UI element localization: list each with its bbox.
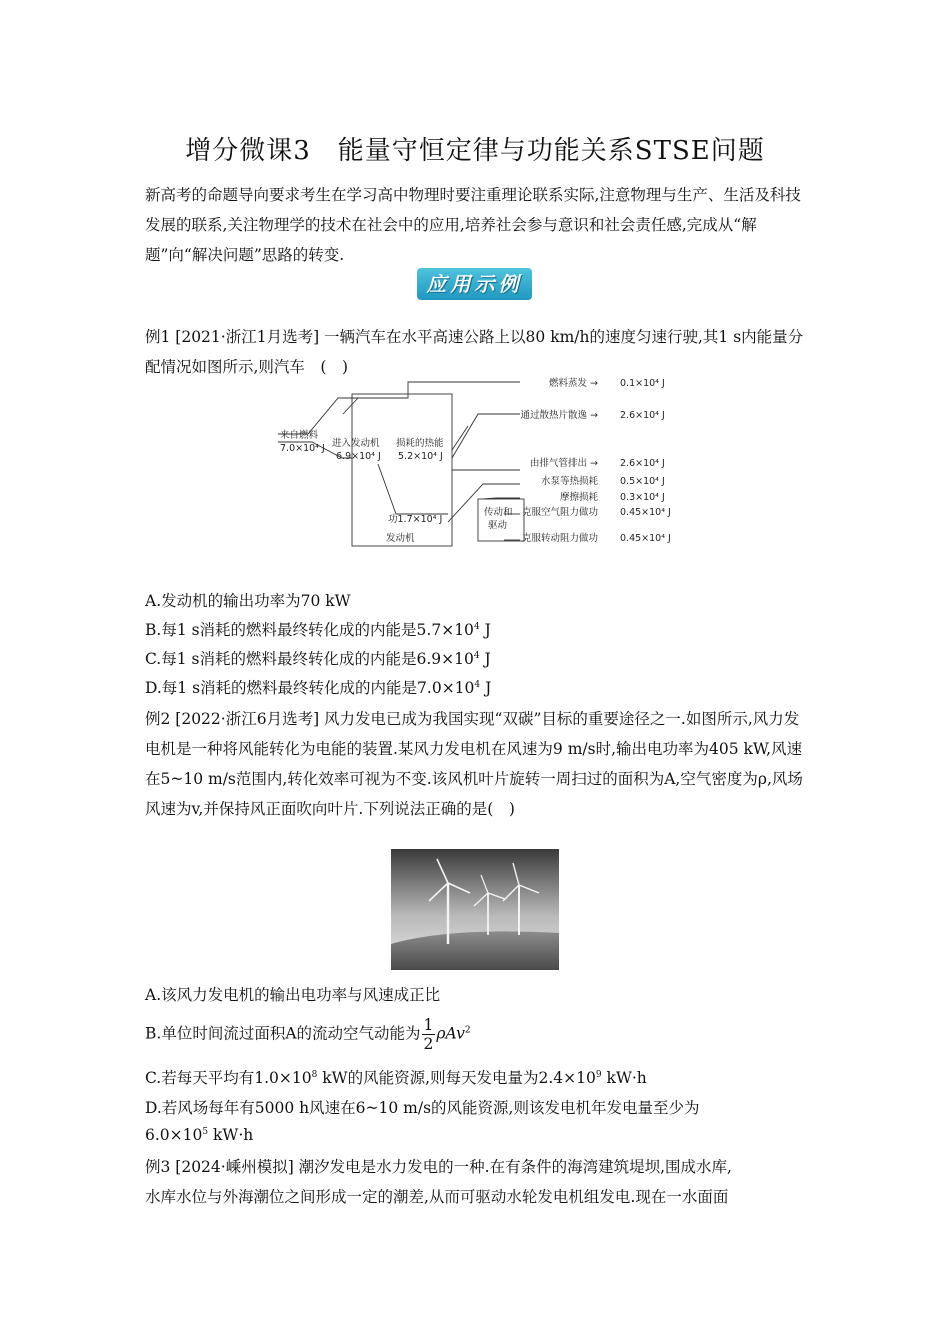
- output-value-3: 0.5×10⁴ J: [620, 476, 665, 487]
- example-2-option-d-line-2: [145, 1126, 253, 1144]
- output-label-5: 克服空气阻力做功: [521, 507, 598, 518]
- option-b-text-2: B.单位时间流过面积A的流动空气动能为: [145, 1024, 421, 1043]
- output-label-1: 通过散热片散逸 →: [520, 410, 598, 421]
- output-label-6: 克服转动阻力做功: [521, 533, 598, 544]
- example-1-option-a: A.发动机的输出功率为70 kW: [145, 592, 351, 610]
- option-c-text: C.每1 s消耗的燃料最终转化成的内能是6.9×10: [145, 650, 474, 668]
- output-label-0: 燃料蒸发 →: [549, 378, 598, 389]
- option-b-formula: ρAv: [436, 1024, 465, 1043]
- diagram-work-label: 功1.7×10⁴ J: [388, 514, 443, 525]
- diagram-source-label: 来自燃料: [280, 430, 319, 441]
- output-value-1: 2.6×10⁴ J: [620, 410, 665, 421]
- option-d-value: 6.0×10: [145, 1126, 203, 1144]
- diagram-engine-in-value: 6.9×10⁴ J: [336, 451, 381, 462]
- output-value-4: 0.3×10⁴ J: [620, 492, 665, 503]
- option-d-text: D.每1 s消耗的燃料最终转化成的内能是7.0×10: [145, 679, 475, 697]
- output-value-5: 0.45×10⁴ J: [620, 507, 671, 518]
- diagram-engine-in-label: 进入发动机: [332, 438, 380, 449]
- diagram-drive-label-2: 驱动: [488, 520, 508, 531]
- example-1-option-c: [145, 647, 491, 669]
- option-c-text-2: C.若每天平均有1.0×10: [145, 1069, 312, 1087]
- fraction-denominator: 2: [423, 1035, 434, 1053]
- option-d-unit-2: kW·h: [208, 1126, 254, 1144]
- example-2-option-a: A.该风力发电机的输出电功率与风速成正比: [145, 986, 441, 1004]
- output-value-6: 0.45×10⁴ J: [620, 533, 671, 544]
- option-c-unit: J: [479, 650, 491, 668]
- section-banner: [417, 268, 532, 300]
- flow-line-radiator: [452, 414, 520, 458]
- example-1-option-b: [145, 618, 491, 640]
- output-value-0: 0.1×10⁴ J: [620, 378, 665, 389]
- option-d-exponent-2: 5: [202, 1126, 209, 1137]
- energy-flow-diagram: [278, 374, 678, 564]
- option-b-exponent: 4: [473, 621, 480, 632]
- option-c-exponent-1: 8: [311, 1069, 318, 1080]
- diagram-engine-label: 发动机: [386, 533, 415, 544]
- option-b-text: B.每1 s消耗的燃料最终转化成的内能是5.7×10: [145, 621, 474, 639]
- option-d-unit: J: [480, 679, 492, 697]
- evap-branch-line: [343, 398, 358, 414]
- example-1-stem: 例1 [2021·浙江1月选考] 一辆汽车在水平高速公路上以80 km/h的速度匀速行驶,其1 s内能量分配情况如图所示,则汽车 ( ): [145, 328, 804, 376]
- option-b-unit: J: [479, 621, 491, 639]
- diagram-drive-label-1: 传动和: [484, 507, 513, 518]
- example-2-option-d-line-1: D.若风场每年有5000 h风速在6~10 m/s的风能资源,则该发电机年发电量至少为: [145, 1099, 700, 1117]
- example-2-option-b: [145, 1016, 471, 1053]
- option-c-exponent-2: 9: [595, 1069, 602, 1080]
- example-1-option-d: [145, 676, 491, 698]
- option-c-middle: kW的风能资源,则每天发电量为2.4×10: [317, 1069, 596, 1087]
- option-c-exponent: 4: [473, 650, 480, 661]
- diagram-heat-loss-value: 5.2×10⁴ J: [398, 451, 443, 462]
- option-d-exponent: 4: [474, 679, 481, 690]
- flow-line-heat: [452, 426, 468, 450]
- page-title: 增分微课3 能量守恒定律与功能关系STSE问题: [185, 136, 765, 166]
- output-label-4: 摩擦损耗: [559, 492, 598, 503]
- output-label-3: 水泵等热损耗: [540, 476, 598, 487]
- example-2-stem: 例2 [2022·浙江6月选考] 风力发电已成为我国实现“双碳”目标的重要途径之一.如图所示,风力发电机是一种将风能转化为电能的装置.某风力发电机在风速为9 m/s时,输出电功率为405 kW,风速在5~10 m/s范围内,转化效率可视为不变.该风机叶片旋转一周扫过的面积为A,空气密度为ρ,风场风速为v,并保持风正面吹向叶片.下列说法正确的是( ): [145, 710, 803, 818]
- flow-line-fuel-evap: [278, 382, 520, 434]
- diagram-source-value: 7.0×10⁴ J: [280, 443, 325, 454]
- example-2-option-c: [145, 1066, 647, 1088]
- output-label-2: 由排气管排出 →: [530, 458, 598, 469]
- output-value-2: 2.6×10⁴ J: [620, 458, 665, 469]
- example-3-line-1: 例3 [2024·嵊州模拟] 潮汐发电是水力发电的一种.在有条件的海湾建筑堤坝,围成水库,: [145, 1158, 732, 1176]
- fraction-one-half: [422, 1016, 436, 1053]
- banner-label: 应用示例: [426, 272, 523, 296]
- option-c-unit-2: kW·h: [601, 1069, 647, 1087]
- option-b-formula-exponent: 2: [464, 1025, 471, 1036]
- diagram-heat-loss-label: 损耗的热能: [396, 438, 444, 449]
- fraction-numerator: 1: [423, 1016, 434, 1034]
- wind-turbine-photo: [391, 849, 559, 970]
- example-3-line-2: 水库水位与外海潮位之间形成一定的潮差,从而可驱动水轮发电机组发电.现在一水面面: [145, 1188, 729, 1206]
- intro-paragraph: 新高考的命题导向要求考生在学习高中物理时要注重理论联系实际,注意物理与生产、生活及科技发展的联系,关注物理学的技术在社会中的应用,培养社会参与意识和社会责任感,完成从“解题”向“解决问题”思路的转变.: [145, 186, 801, 264]
- diagram-outputs: [521, 377, 671, 544]
- flow-line-work: [378, 464, 448, 514]
